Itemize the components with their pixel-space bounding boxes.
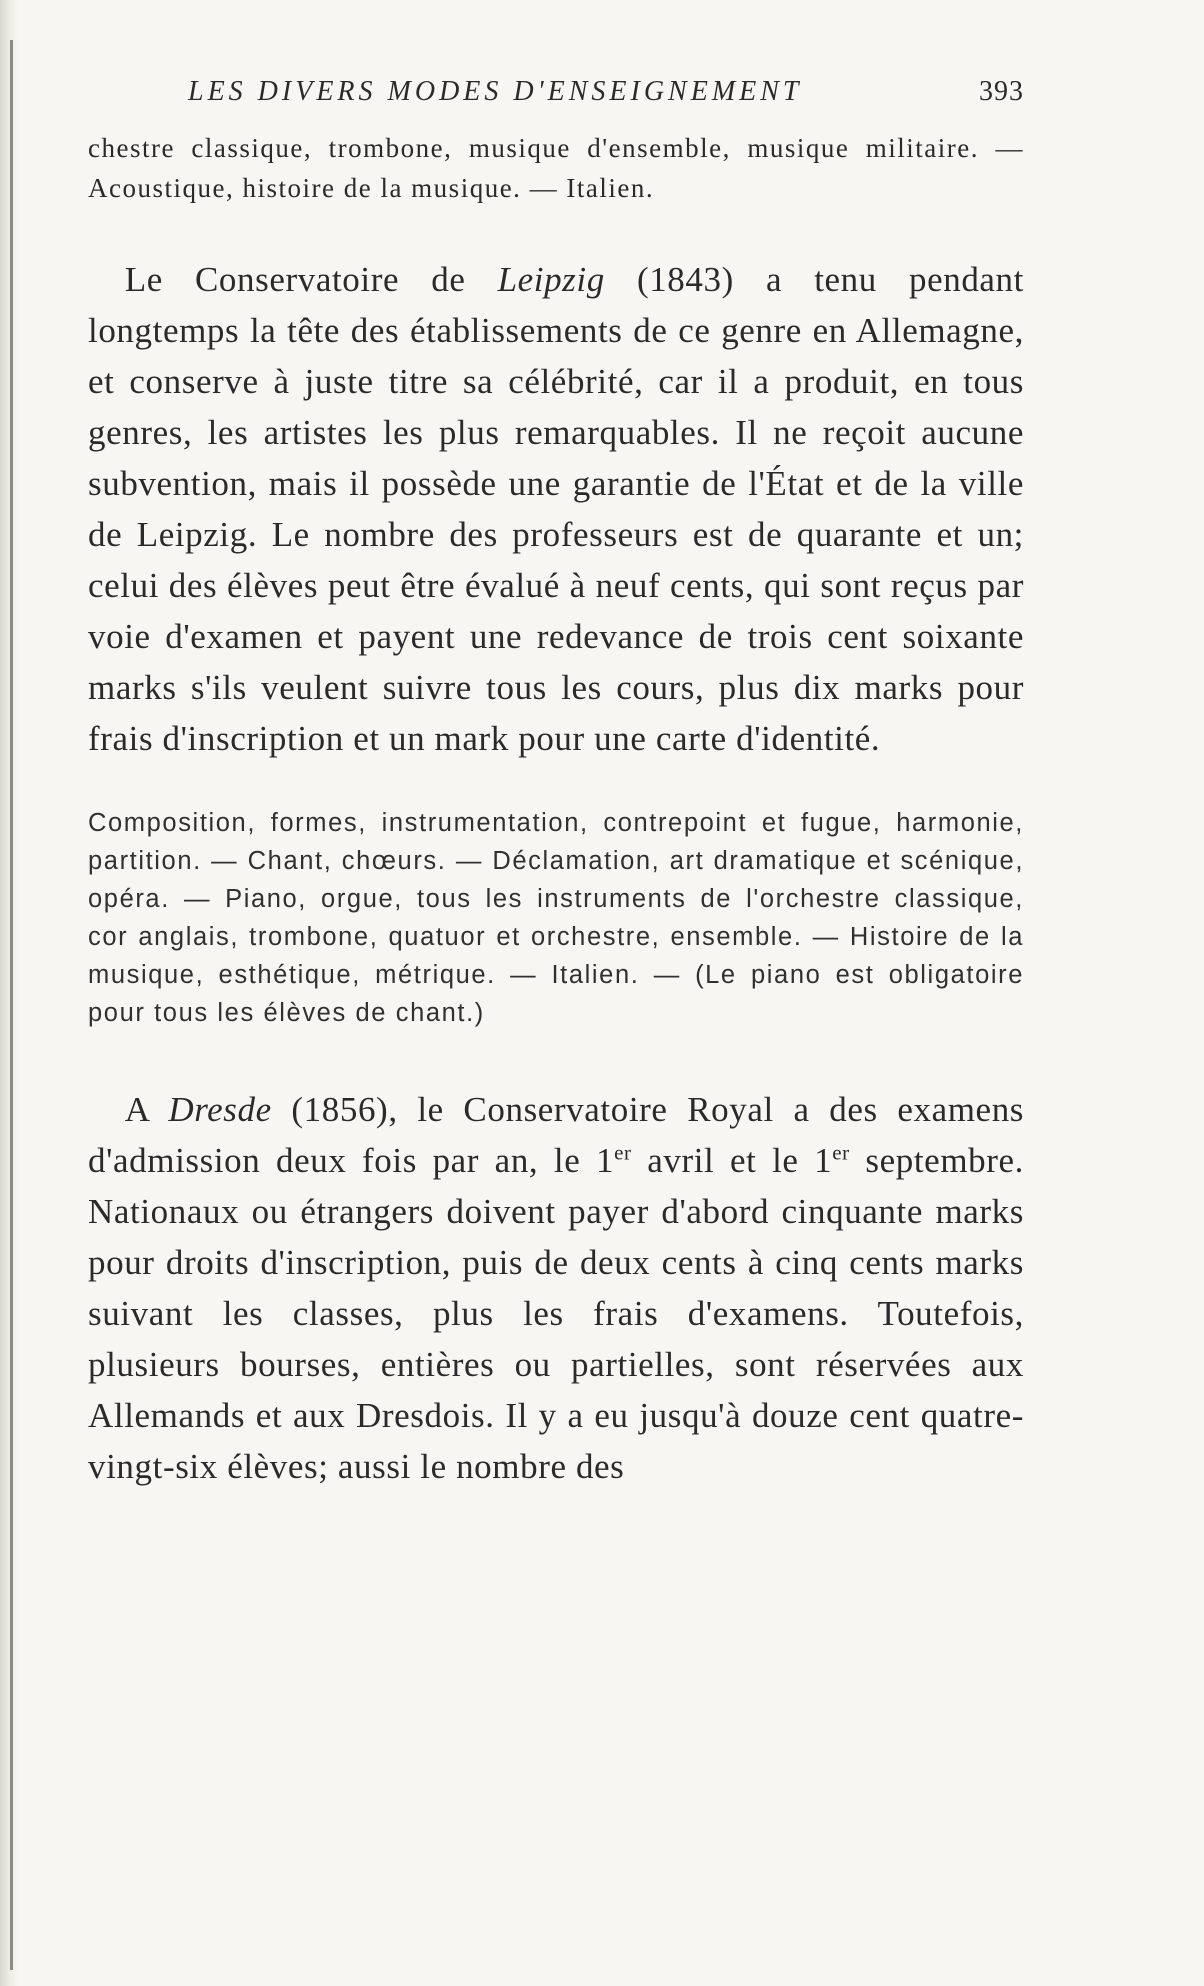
page-number: 393 [979, 76, 1024, 107]
page-content [88, 70, 1024, 1492]
dresde-ordinal-1: er [614, 1140, 632, 1165]
leipzig-paragraph [88, 254, 1024, 764]
dresde-text-2: avril et le 1 [631, 1141, 833, 1180]
dresde-city: Dresde [168, 1090, 272, 1129]
dresde-paragraph [88, 1084, 1024, 1492]
running-title: LES DIVERS MODES D'ENSEIGNEMENT [188, 76, 803, 107]
dresde-lead: A [124, 1090, 169, 1129]
dresde-ordinal-2: er [832, 1140, 850, 1165]
continued-paragraph: chestre classique, trombone, musique d'ensemble, musique militaire. — Acoustique, histoire de la musique. — Italien. [88, 133, 1024, 203]
running-head [88, 70, 1024, 120]
leipzig-lead: Le Conservatoire de [124, 260, 498, 299]
dresde-text-1: (1856), le Conservatoire Royal a des examens d'admission deux fois par an, le 1 [88, 1090, 1025, 1180]
dresde-text-3: septembre. Nationaux ou étrangers doivent payer d'abord cinquante marks pour droits d'inscription, puis de deux cents à cinq cents marks suivant les classes, plus les frais d'examens. Toutefois, plusieurs bourses, entières ou partielles, sont réservées aux Allemands et aux Dresdois. Il y a eu jusqu'à douze cent quatre-vingt-six élèves; aussi le nombre des [88, 1141, 1024, 1486]
leipzig-course-list: Composition, formes, instrumentation, contrepoint et fugue, harmonie, partition. — Chant, chœurs. — Déclamation, art dramatique et scénique, opéra. — Piano, orgue, tous les instruments de l'orchestre classique, cor anglais, trombone, quatuor et orchestre, ensemble. — Histoire de la musique, esthétique, métrique. — Italien. — (Le piano est obligatoire pour tous les élèves de chant.) [88, 809, 1024, 1027]
leipzig-text: (1843) a tenu pendant longtemps la tête des établissements de ce genre en Allemagne, et conserve à juste titre sa célébrité, car il a produit, en tous genres, les artistes les plus remarquables. Il ne reçoit aucune subvention, mais il possède une garantie de l'État et de la ville de Leipzig. Le nombre des professeurs est de quarante et un; celui des élèves peut être évalué à neuf cents, qui sont reçus par voie d'examen et payent une redevance de trois cent soixante marks s'ils veulent suivre tous les cours, plus dix marks pour frais d'inscription et un mark pour une carte d'identité. [88, 260, 1024, 758]
leipzig-city: Leipzig [497, 260, 605, 299]
binding-edge-line [10, 40, 13, 1970]
page-edge-shadow [0, 0, 18, 1986]
